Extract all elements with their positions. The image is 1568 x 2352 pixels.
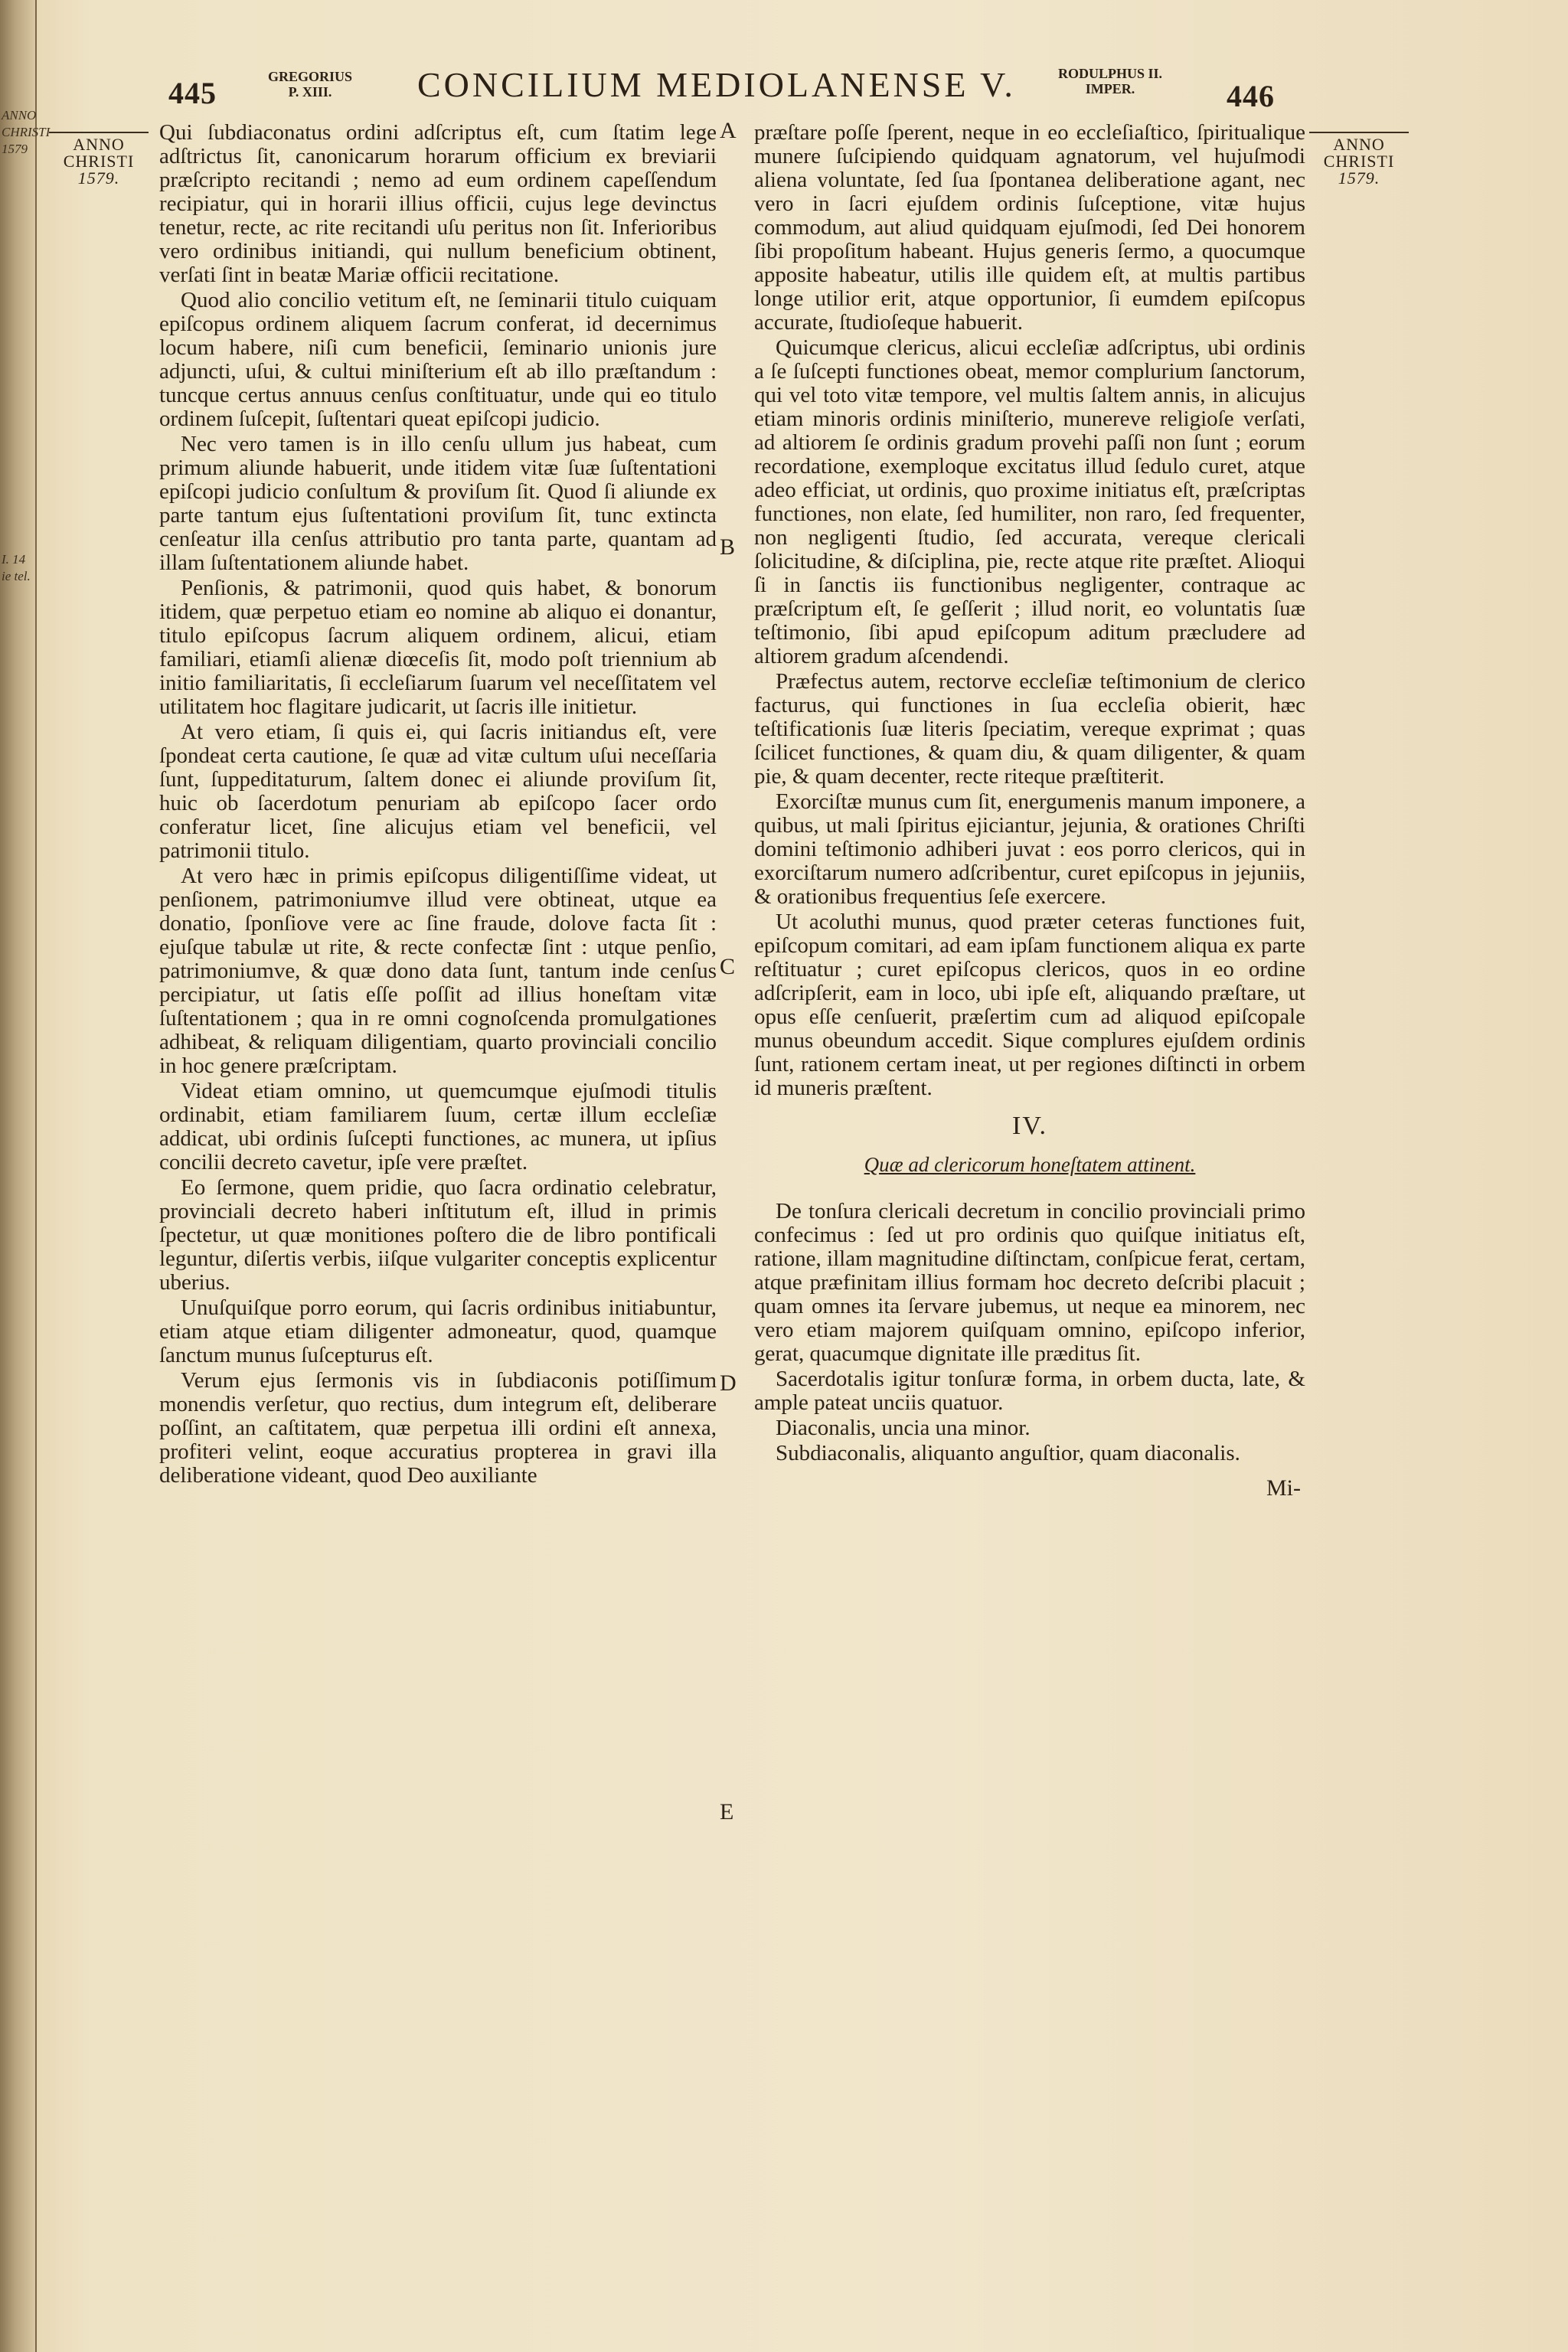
margin-christi: CHRISTI	[63, 152, 135, 171]
paragraph: Nec vero tamen is in illo cenſu ullum jus habeat, cum primum aliunde habuerit, unde itidem vitæ ſuæ ſuſtentationi epiſcopi judicio conſultum & proviſum ſit. Quod ſi aliunde ex parte tantum ejus ſuſtentationi proviſum ſit, tunc extincta cenſeatur illa cenſus attributio pro tanta parte, quantam ad illam ſuſtentationem aliunde habet.	[159, 432, 717, 575]
margin-year-left	[49, 132, 149, 187]
facing-page-edge	[0, 0, 51, 2352]
section-number: IV.	[1012, 1112, 1047, 1140]
catchword: Mi-	[1266, 1475, 1301, 1501]
paragraph: Eo ſermone, quem pridie, quo ſacra ordinatio celebratur, provinciali decreto haberi inſtitutum eſt, illud in primis ſpectetur, ut quæ monitiones poſtero die de libro pontificali leguntur, diſertis verbis, iiſque vulgariter conceptis explicentur uberius.	[159, 1175, 717, 1295]
margin-rule	[49, 132, 149, 133]
paragraph: Videat etiam omnino, ut quemcumque ejuſmodi titulis ordinabit, etiam familiarem ſuum, certæ illum eccleſiæ addicat, ubi ordinis ſuſcepti functiones, ac munera, ut ipſius concilii decreto cavetur, ipſe vere præſtet.	[159, 1079, 717, 1174]
paragraph: Sacerdotalis igitur tonſuræ forma, in orbem ducta, late, & ample pateat unciis quatuor.	[754, 1367, 1305, 1415]
section-letter-d: D	[720, 1370, 737, 1396]
right-column	[754, 121, 1305, 1500]
page-number-left: 445	[168, 76, 217, 110]
gutter-note-line: I. 14	[2, 552, 26, 567]
page-number-right: 446	[1227, 79, 1275, 113]
paragraph: Præfectus autem, rectorve eccleſiæ teſtimonium de clerico facturus, qui functiones in ſua eccleſia obierit, hæc teſtificationis ſuæ literis ſpeciatim, vereque exprimat ; quas ſcilicet functiones, & quam diu, & quam diligenter, & quam pie, & quam decenter, recte riteque præſtiterit.	[754, 669, 1305, 789]
runner-left-line: GREGORIUS	[267, 69, 353, 84]
gutter-reference-note	[2, 551, 35, 585]
running-head-left	[260, 69, 360, 100]
left-column	[159, 121, 717, 1489]
gutter-christi: CHRISTI	[2, 125, 51, 139]
paragraph: Ut acoluthi munus, quod præter ceteras functiones fuit, epiſcopum comitari, ad eam ipſam functionem aliqua ex parte reſtituatur ; curet epiſcopus clericos, quos in eo ordine adſcripſerit, eam in loco, ubi ipſe eſt, aliquando præſtare, ut opus eſſe cenſuerit, præſertim cum ad aliquod epiſcopale munus obeundum accedit. Sique complures ejuſdem ordinis ſunt, rationem certam ineat, ut per regiones diſtincti in orbem id muneris præſtent.	[754, 910, 1305, 1100]
gutter-note-line: ie tel.	[2, 569, 31, 583]
page-title: CONCILIUM MEDIOLANENSE V.	[417, 65, 1016, 104]
section-title: Quæ ad clericorum honeſtatem attinent.	[864, 1153, 1196, 1176]
paragraph: Verum ejus ſermonis vis in ſubdiaconis potiſſimum monendis verſetur, quo rectius, dum integrum eſt, deliberare poſſint, an caſtitatem, quæ perpetua illi ordini eſt annexa, profiteri velint, eoque accuratius propterea in gravi illa deliberatione videant, quod Deo auxiliante	[159, 1368, 717, 1488]
gutter-year: 1579	[2, 142, 28, 156]
running-header	[0, 61, 1568, 122]
runner-left-line: P. XIII.	[288, 84, 332, 100]
paragraph: Unuſquiſque porro eorum, qui ſacris ordinibus initiabuntur, etiam atque etiam diligenter admoneatur, quod, quamque ſanctum munus ſuſcepturus eſt.	[159, 1295, 717, 1367]
margin-anno: ANNO	[73, 135, 125, 154]
section-letter-b: B	[720, 534, 736, 560]
margin-year: 1579.	[77, 168, 120, 188]
paragraph: De tonſura clericali decretum in concilio provinciali primo confecimus : ſed ut pro ordinis quo quiſque initiatus eſt, ratione, illam magnitudine diſtinctam, conſpicue ferat, certam, atque præfinitam illius formam hoc decreto deſcribi placuit ; quam omnes ita ſervare jubemus, ut neque ea minorem, nec vero etiam majorem quiſquam omnino, epiſcopo inferior, gerat, quacumque dignitate ille præditus ſit.	[754, 1199, 1305, 1366]
margin-year: 1579.	[1338, 168, 1380, 188]
margin-rule	[1309, 132, 1409, 133]
paragraph: Exorciſtæ munus cum ſit, energumenis manum imponere, a quibus, ut mali ſpiritus ejiciantur, jejunia, & orationes Chriſti domini teſtimonio adhiberi juvat : eos porro clericos, qui in exorciſtarum numero adſcribentur, curet epiſcopus in jejuniis, & orationibus frequentius ſeſe exercere.	[754, 789, 1305, 909]
paragraph: At vero hæc in primis epiſcopus diligentiſſime videat, ut penſionem, patrimoniumve illud vere obtineat, utque ea donatio, ſponſiove vere ac ſine fraude, dolove facta ſit : ejuſque tabulæ ut rite, & recte confectæ ſint : utque penſio, patrimoniumve, & quæ dono data ſunt, tantum inde cenſus percipiatur, ut ſatis eſſe poſſit ad illius honeſtam vitæ ſuſtentationem ; qua in re omni cognoſcenda promulgationes adhibeat, & reliquam diligentiam, quarto provinciali concilio in hoc genere præſcriptam.	[159, 864, 717, 1078]
section-letter-e: E	[720, 1799, 734, 1824]
paragraph: At vero etiam, ſi quis ei, qui ſacris initiandus eſt, vere ſpondeat certa cautione, ſe quæ ad vitæ cultum uſui neceſſaria ſunt, ſuppeditaturum, ſaltem donec ei aliunde proviſum ſit, huic ob ſacerdotum penuriam ab epiſcopo ſacer ordo conferatur licet, ſine alicujus etiam vel beneficii, vel patrimonii titulo.	[159, 720, 717, 863]
margin-christi: CHRISTI	[1323, 152, 1395, 171]
paragraph: Diaconalis, uncia una minor.	[776, 1416, 1031, 1440]
paragraph: Subdiaconalis, aliquanto anguſtior, quam diaconalis.	[776, 1441, 1240, 1465]
runner-right-line: RODULPHUS II.	[1057, 66, 1163, 81]
section-letter-a: A	[720, 118, 737, 143]
margin-anno: ANNO	[1333, 135, 1385, 154]
runner-right-line: IMPER.	[1085, 81, 1135, 96]
paragraph: Quod alio concilio vetitum eſt, ne ſeminarii titulo cuiquam epiſcopus ordinem aliquem ſacrum conferat, id decernimus locum habere, niſi cum beneficii, ſeminario unionis jure adjuncti, uſui, & cultui miniſterium eſt ab illo præſtandum : tuncque certus annuus cenſus conſtituatur, unde qui eo titulo ordinem ſuſcepit, ſuſtentari queat epiſcopi judicio.	[159, 288, 717, 431]
paragraph: Quicumque clericus, alicui eccleſiæ adſcriptus, ubi ordinis a ſe ſuſcepti functiones obeat, memor complurium ſanctorum, qui vel toto vitæ tempore, vel multis ſaltem annis, in alicujus etiam minoris ordinis miniſterio, munereve religioſe verſati, ad altiorem ſe ordinis gradum provehi paſſi non ſunt ; eorum recordatione, exemploque excitatus illud ſedulo curet, atque adeo efficiat, ut ordinis, quo proxime initiatus eſt, præſcriptas functiones, non elate, ſed humiliter, non raro, ſed frequenter, non negligenti ſtudio, ſed accurata, vereque clericali ſolicitudine, & diſciplina, pie, recte atque rite præſtet. Alioqui ſi in ſanctis iis functionibus negligenter, contraque ac præſcriptum eſt, ſe geſſerit ; illud norit, eo voluntatis ſuæ teſtimonio, ſibi apud epiſcopum aditum præcludere ad altiorem gradum aſcendendi.	[754, 335, 1305, 668]
paragraph: Qui ſubdiaconatus ordini adſcriptus eſt, cum ſtatim lege adſtrictus ſit, canonicarum horarum officium ex breviarii præſcripto recitandi ; nemo ad eum ordinem capeſſendum recipiatur, qui in horarii illius officii, cujus lege devinctus tenetur, recte, ac rite recitandi uſu peritus non ſit. Inferioribus vero ordinibus initiandi, qui nullum beneficium obtinent, verſati ſint in beatæ Mariæ officii recitatione.	[159, 120, 717, 287]
section-letter-c: C	[720, 954, 736, 979]
paragraph: præſtare poſſe ſperent, neque in eo eccleſiaſtico, ſpiritualique munere ſuſcipiendo quidquam agnatorum, vel hujuſmodi aliena voluntate, ſed ſua ſpontanea deliberatione agant, nec vero in ſacri ejuſdem ordinis ſuſceptione, vitæ hujus commodum, aut aliud quidquam ejuſmodi, ſed Dei honorem ſibi propoſitum habeant. Hujus generis ſermo, a quocumque apposite habeatur, utilis ille quidem eſt, at multis partibus longe utilior erit, atque opportunior, ſi eumdem epiſcopus accurate, ſtudioſeque habuerit.	[754, 120, 1305, 335]
running-head-right	[1041, 66, 1179, 96]
gutter-anno: ANNO	[2, 108, 37, 122]
margin-year-right	[1309, 132, 1409, 187]
paragraph: Penſionis, & patrimonii, quod quis habet, & bonorum itidem, quæ perpetuo etiam eo nomine ab aliquo ei donantur, titulo epiſcopus ſacrum aliquem ordinem, alicui, etiam familiari, etiamſi alienæ diœceſis ſit, modo poſt triennium ab initio familiaritatis, ſi eccleſiarum ſuarum vel neceſſitatem vel utilitatem hoc flagitare judicarit, ut ſacris ille initietur.	[159, 576, 717, 719]
